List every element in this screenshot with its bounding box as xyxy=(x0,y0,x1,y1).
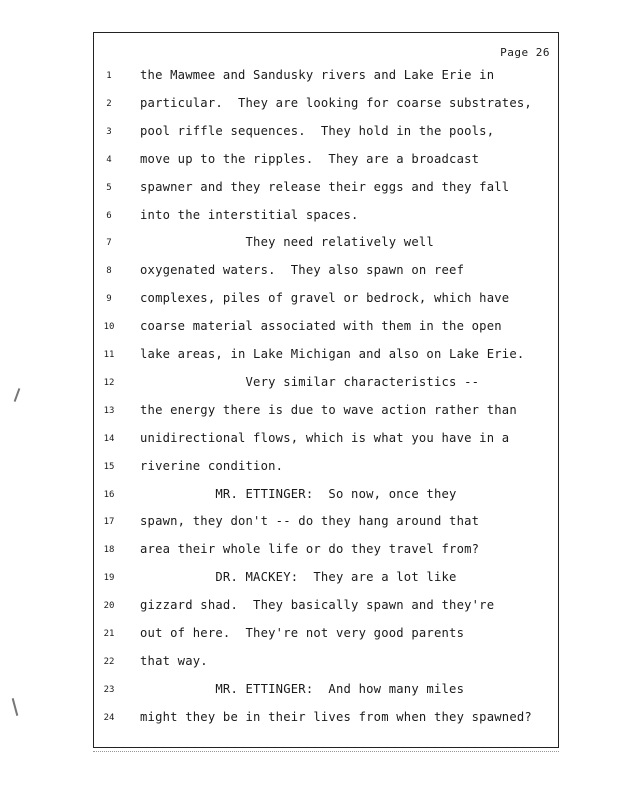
line-number: 11 xyxy=(103,350,115,360)
line-number: 15 xyxy=(103,461,115,472)
line-text: spawner and they release their eggs and they fall xyxy=(140,179,510,194)
line-text: area their whole life or do they travel from? xyxy=(140,542,480,557)
transcript-line xyxy=(94,346,558,366)
transcript-line xyxy=(94,513,558,533)
transcript-page xyxy=(93,32,559,748)
line-text: the energy there is due to wave action rather than xyxy=(140,402,517,417)
transcript-line xyxy=(94,430,558,450)
line-number: 9 xyxy=(106,294,112,305)
line-number: 22 xyxy=(103,656,115,667)
transcript-line xyxy=(94,374,558,394)
page-bottom-edge xyxy=(93,751,559,754)
line-text: into the interstitial spaces. xyxy=(140,207,359,222)
transcript-line xyxy=(94,123,558,143)
line-number: 3 xyxy=(106,126,112,137)
line-text: MR. ETTINGER: And how many miles xyxy=(140,681,465,696)
transcript-line xyxy=(94,458,558,478)
line-number: 7 xyxy=(106,238,112,249)
line-number: 1 xyxy=(106,71,112,81)
line-number: 19 xyxy=(103,573,115,584)
line-number: 2 xyxy=(106,98,112,109)
line-number: 5 xyxy=(106,182,112,193)
line-number: 10 xyxy=(103,322,115,333)
line-number: 12 xyxy=(103,377,115,388)
scan-artifact xyxy=(14,388,21,402)
transcript-line xyxy=(94,681,558,701)
line-text: the Mawmee and Sandusky rivers and Lake Erie in xyxy=(140,68,495,82)
line-number: 8 xyxy=(106,266,112,277)
transcript-line xyxy=(94,653,558,673)
line-number: 21 xyxy=(103,629,115,639)
line-text: spawn, they don't -- do they hang around that xyxy=(140,514,480,529)
line-number: 14 xyxy=(103,433,115,444)
line-text: coarse material associated with them in the open xyxy=(140,319,502,334)
line-text: out of here. They're not very good parents xyxy=(140,626,465,640)
transcript-line xyxy=(94,569,558,589)
transcript-line xyxy=(94,67,558,87)
line-text: They need relatively well xyxy=(140,235,434,250)
transcript-line xyxy=(94,95,558,115)
transcript-line xyxy=(94,625,558,645)
line-number: 23 xyxy=(103,684,115,695)
transcript-line xyxy=(94,207,558,227)
transcript-line xyxy=(94,318,558,338)
page-number: Page 26 xyxy=(500,46,550,59)
transcript-line xyxy=(94,151,558,171)
line-number: 18 xyxy=(103,545,115,556)
line-text: pool riffle sequences. They hold in the pools, xyxy=(140,123,495,138)
line-text: riverine condition. xyxy=(140,458,284,473)
line-number: 6 xyxy=(106,210,112,221)
transcript-line xyxy=(94,262,558,282)
transcript-line xyxy=(94,541,558,561)
line-text: move up to the ripples. They are a broadcast xyxy=(140,151,480,166)
line-text: oxygenated waters. They also spawn on reef xyxy=(140,263,465,278)
transcript-line xyxy=(94,179,558,199)
transcript-line xyxy=(94,290,558,310)
line-text: gizzard shad. They basically spawn and they're xyxy=(140,598,495,613)
line-text: lake areas, in Lake Michigan and also on Lake Erie. xyxy=(140,347,525,361)
line-text: might they be in their lives from when they spawned? xyxy=(140,709,532,724)
line-text: DR. MACKEY: They are a lot like xyxy=(140,570,457,585)
transcript-line xyxy=(94,402,558,422)
line-number: 16 xyxy=(103,489,115,500)
line-text: particular. They are looking for coarse substrates, xyxy=(140,95,532,110)
line-number: 24 xyxy=(103,712,115,723)
line-text: MR. ETTINGER: So now, once they xyxy=(140,486,457,501)
line-number: 17 xyxy=(103,517,115,528)
transcript-line xyxy=(94,597,558,617)
line-number: 20 xyxy=(103,601,115,612)
line-text: complexes, piles of gravel or bedrock, which have xyxy=(140,291,510,306)
scan-artifact xyxy=(12,698,19,716)
line-text: unidirectional flows, which is what you have in a xyxy=(140,430,510,445)
line-text: that way. xyxy=(140,653,208,668)
line-text: Very similar characteristics -- xyxy=(140,374,480,389)
line-number: 4 xyxy=(106,154,112,165)
line-number: 13 xyxy=(103,405,115,416)
transcript-line xyxy=(94,486,558,506)
transcript-line xyxy=(94,709,558,729)
transcript-line xyxy=(94,234,558,254)
